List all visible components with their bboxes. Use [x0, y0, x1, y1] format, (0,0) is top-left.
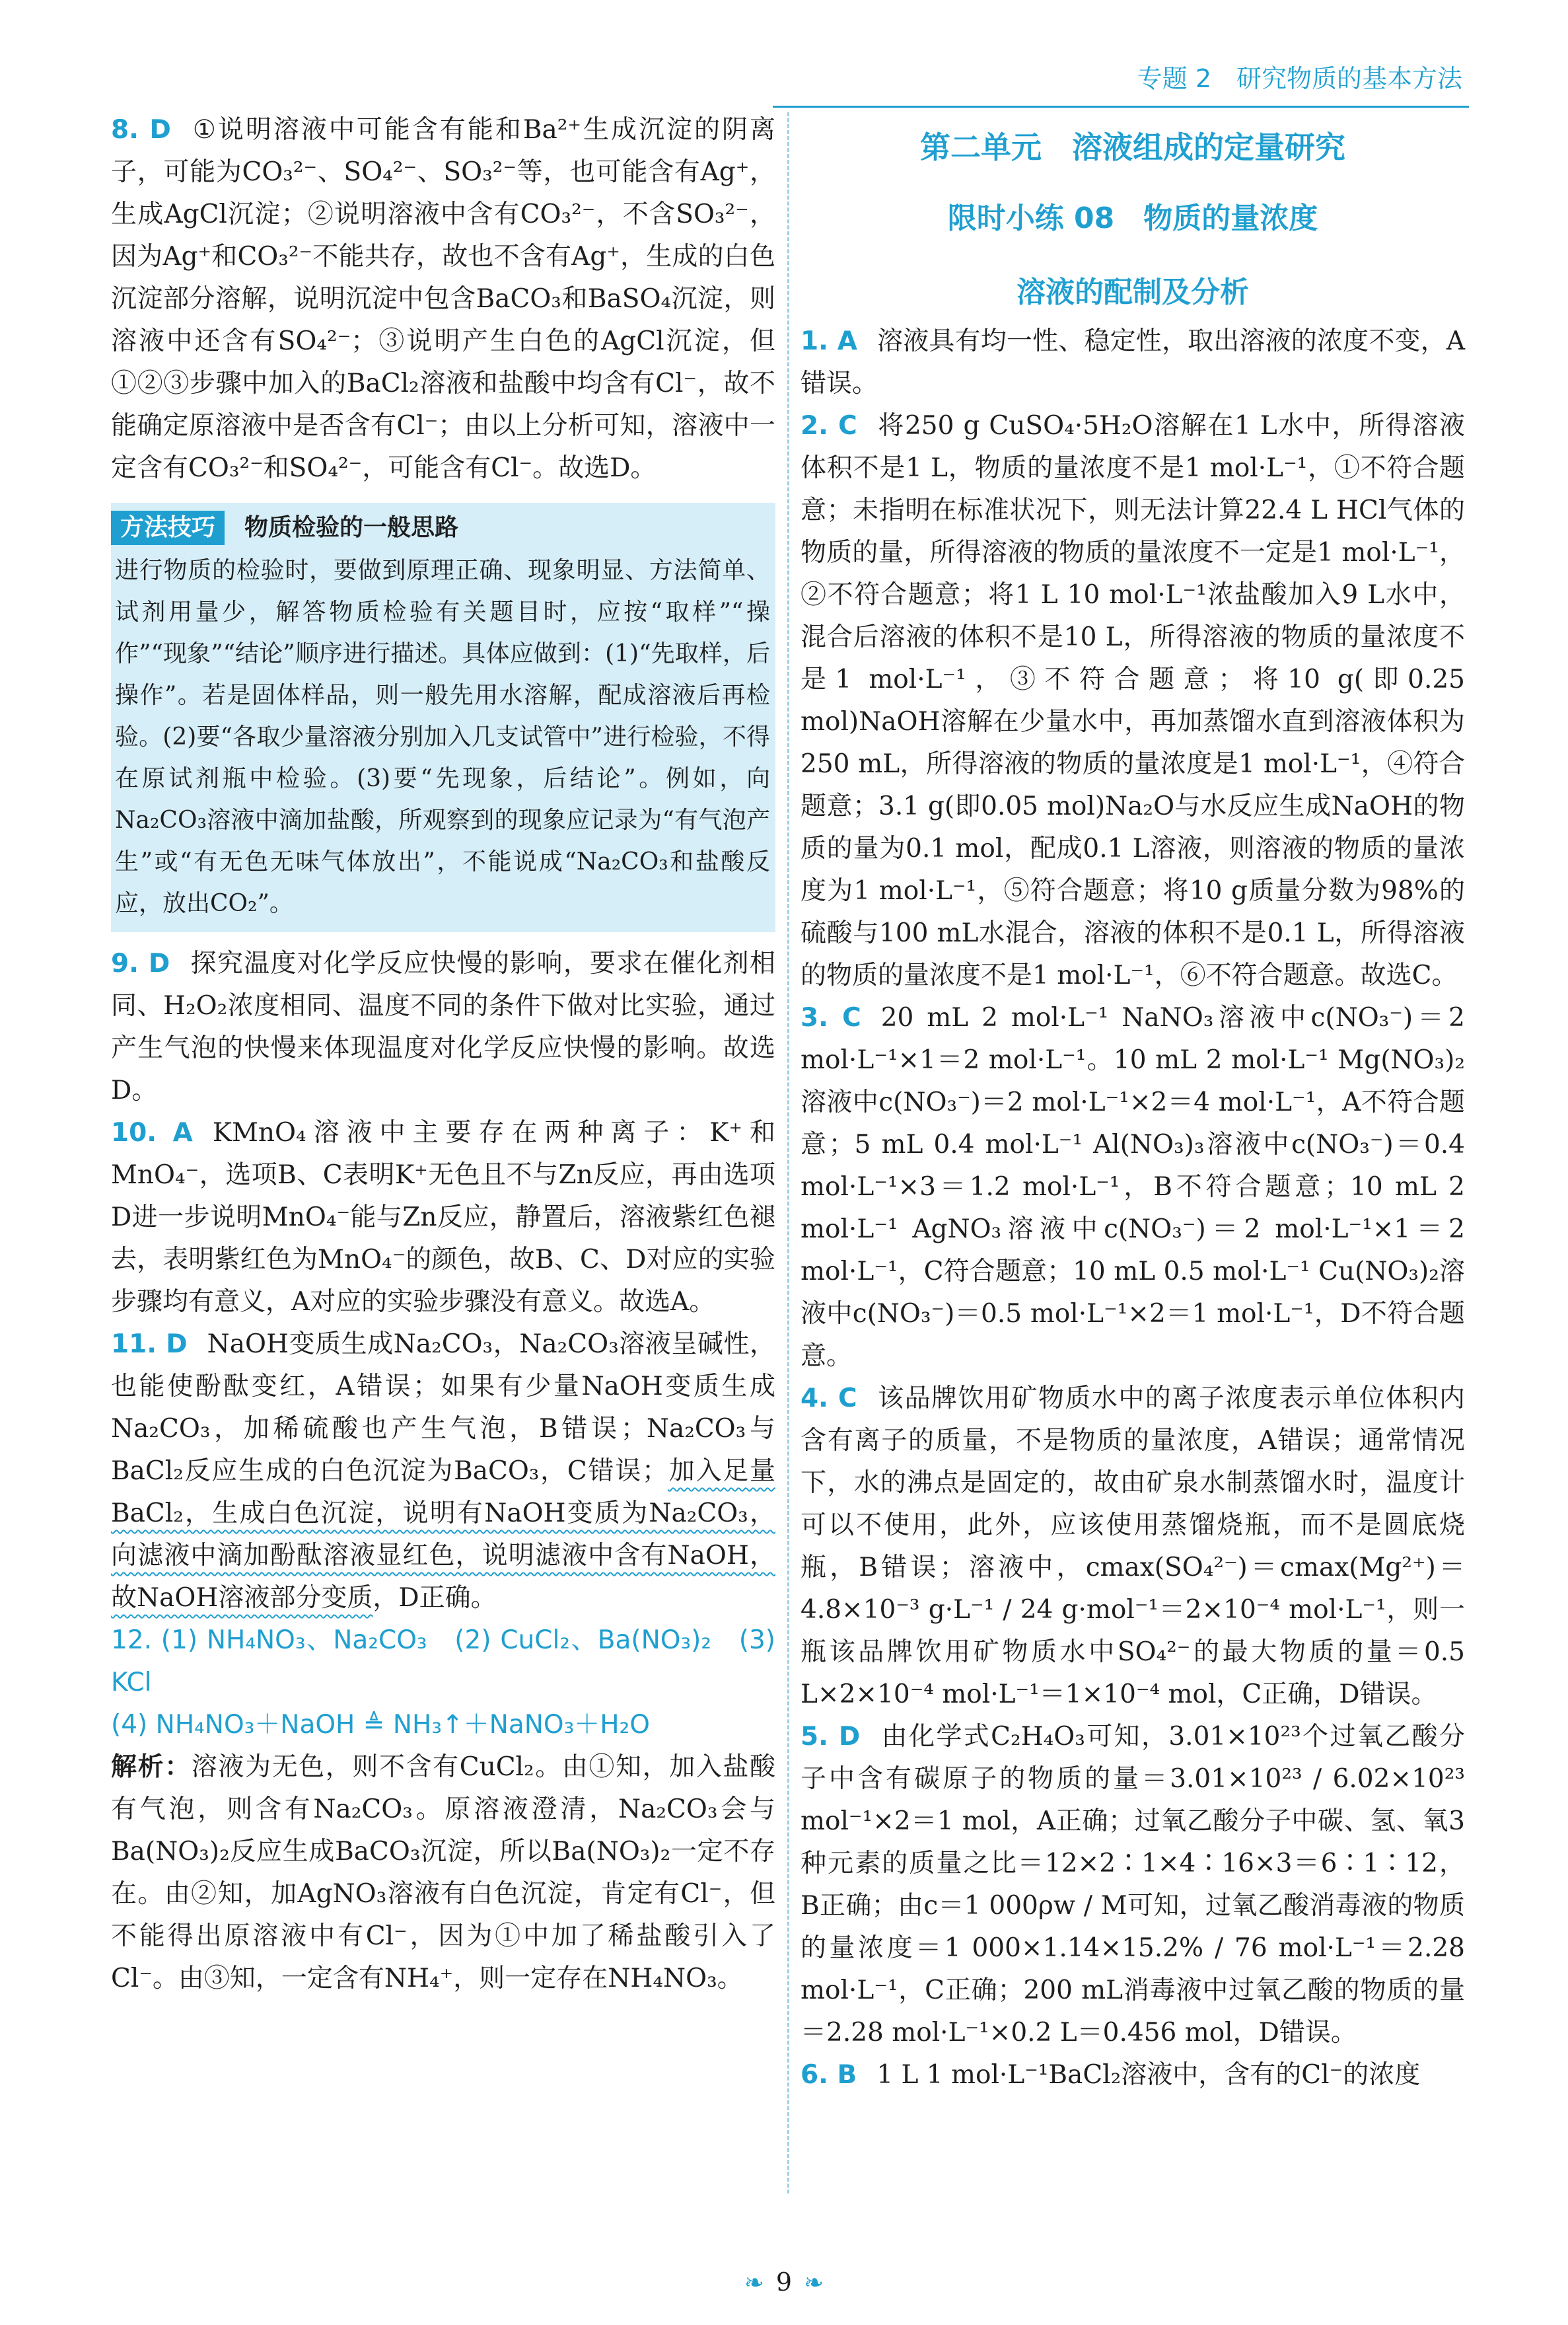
- q12-equation: (4) NH₄NO₃＋NaOH ≜ NH₃↑＋NaNO₃＋H₂O: [111, 1710, 650, 1740]
- q12-analysis-label: 解析：: [111, 1752, 192, 1782]
- q8-text: ①说明溶液中可能含有能和Ba²⁺生成沉淀的阴离子，可能为CO₃²⁻、SO₄²⁻、SO₃²⁻等，也可能含有Ag⁺，生成AgCl沉淀；②说明溶液中含有CO₃²⁻，不含SO₃²⁻，因为Ag⁺和CO₃²⁻不能共存，故也不含有Ag⁺，生成的白色沉淀部分溶解，说明沉淀中包含BaCO₃和BaSO₄沉淀，则溶液中还含有SO₄²⁻；③说明产生白色的AgCl沉淀，但①②③步骤中加入的BaCl₂溶液和盐酸中均含有Cl⁻，故不能确定原溶液中是否含有Cl⁻；由以上分析可知，溶液中一定含有CO₃²⁻和SO₄²⁻，可能含有Cl⁻。故选D。: [111, 115, 775, 483]
- r-q5-answer: [801, 1716, 1465, 2054]
- tips-tag: 方法技巧: [111, 511, 225, 545]
- r-q4-text: 该品牌饮用矿物质水中的离子浓度表示单位体积内含有离子的质量，不是物质的量浓度，A错误；通常情况下，水的沸点是固定的，故由矿泉水制蒸馏水时，温度计可以不使用，此外，应该使用蒸馏烧瓶，而不是圆底烧瓶，B错误；溶液中，cmax(SO₄²⁻)＝cmax(Mg²⁺)＝4.8×10⁻³ g·L⁻¹ / 24 g·mol⁻¹＝2×10⁻⁴ mol·L⁻¹，则一瓶该品牌饮用矿物质水中SO₄²⁻的最大物质的量＝0.5 L×2×10⁻⁴ mol·L⁻¹＝1×10⁻⁴ mol，C正确，D错误。: [801, 1384, 1465, 1709]
- method-tips-box: [111, 503, 775, 932]
- r-q1-text: 溶液具有均一性、稳定性，取出溶液的浓度不变，A错误。: [801, 326, 1465, 398]
- r-q4-number: 4. C: [801, 1384, 857, 1413]
- r-q6-number: 6. B: [801, 2060, 857, 2090]
- q11-answer: [111, 1323, 775, 1619]
- q11-number: 11. D: [111, 1329, 188, 1359]
- q8-answer: [111, 109, 775, 490]
- q12-answers: 12. (1) NH₄NO₃、Na₂CO₃ (2) CuCl₂、Ba(NO₃)₂ (3) KCl: [111, 1625, 775, 1697]
- q10-number: 10. A: [111, 1118, 193, 1148]
- page-footer: [0, 2268, 1568, 2297]
- q8-number: 8. D: [111, 115, 171, 145]
- column-divider: [787, 112, 789, 2194]
- tips-body: 进行物质的检验时，要做到原理正确、现象明显、方法简单、试剂用量少，解答物质检验有关题目时，应按“取样”“操作”“现象”“结论”顺序进行描述。具体应做到：(1)“先取样，后操作”。若是固体样品，则一般先用水溶解，配成溶液后再检验。(2)要“各取少量溶液分别加入几支试管中”进行检验，不得在原试剂瓶中检验。(3)要“先现象，后结论”。例如，向Na₂CO₃溶液中滴加盐酸，所观察到的现象应记录为“有气泡产生”或“有无色无味气体放出”，不能说成“Na₂CO₃和盐酸反应，放出CO₂”。: [115, 557, 770, 917]
- q11-text-emphasis: 加入足量BaCl₂，生成白色沉淀，说明有NaOH变质为Na₂CO₃，向滤液中滴加酚酞溶液显红色，说明滤液中含有NaOH，故NaOH溶液部分变质: [111, 1456, 775, 1613]
- page-number: 9: [775, 2268, 793, 2297]
- q11-text-a: NaOH变质生成Na₂CO₃，Na₂CO₃溶液呈碱性，也能使酚酞变红，A错误；如果有少量NaOH变质生成Na₂CO₃，加稀硫酸也产生气泡，B错误；Na₂CO₃与BaCl₂反应生成的白色沉淀为BaCO₃，C错误；: [111, 1329, 775, 1486]
- q12-analysis: [111, 1746, 775, 2000]
- r-q3-text: 20 mL 2 mol·L⁻¹ NaNO₃溶液中c(NO₃⁻)＝2 mol·L⁻¹×1＝2 mol·L⁻¹。10 mL 2 mol·L⁻¹ Mg(NO₃)₂溶液中c(NO₃⁻)＝2 mol·L⁻¹×2＝4 mol·L⁻¹，A不符合题意；5 mL 0.4 mol·L⁻¹ Al(NO₃)₃溶液中c(NO₃⁻)＝0.4 mol·L⁻¹×3＝1.2 mol·L⁻¹，B不符合题意；10 mL 2 mol·L⁻¹ AgNO₃溶液中c(NO₃⁻)＝2 mol·L⁻¹×1＝2 mol·L⁻¹，C符合题意；10 mL 0.5 mol·L⁻¹ Cu(NO₃)₂溶液中c(NO₃⁻)＝0.5 mol·L⁻¹×2＝1 mol·L⁻¹，D不符合题意。: [801, 1003, 1465, 1371]
- page-header: 专题 2 研究物质的基本方法: [1137, 64, 1462, 93]
- r-q5-text: 由化学式C₂H₄O₃可知，3.01×10²³个过氧乙酸分子中含有碳原子的物质的量＝3.01×10²³ / 6.02×10²³ mol⁻¹×2＝1 mol，A正确；过氧乙酸分子中碳、氢、氧3种元素的质量之比＝12×2∶1×4∶16×3＝6∶1∶12，B正确；由c＝1 000ρw / M可知，过氧乙酸消毒液的物质的量浓度＝1 000×1.14×15.2% / 76 mol·L⁻¹＝2.28 mol·L⁻¹，C正确；200 mL消毒液中过氧乙酸的物质的量＝2.28 mol·L⁻¹×0.2 L＝0.456 mol，D错误。: [801, 1722, 1465, 2048]
- r-q1-number: 1. A: [801, 326, 857, 356]
- q10-answer: [111, 1112, 775, 1323]
- q9-text: 探究温度对化学反应快慢的影响，要求在催化剂相同、H₂O₂浓度相同、温度不同的条件下做对比实验，通过产生气泡的快慢来体现温度对化学反应快慢的影响。故选D。: [111, 949, 775, 1105]
- r-q2-answer: [801, 405, 1465, 997]
- header-rule: [773, 106, 1469, 108]
- r-q4-answer: [801, 1378, 1465, 1716]
- practice-title: 限时小练 08 物质的量浓度: [947, 202, 1318, 235]
- r-q2-number: 2. C: [801, 411, 857, 441]
- tips-header: [111, 507, 770, 548]
- leaf-left-icon: ❧: [744, 2270, 764, 2297]
- r-q2-text: 将250 g CuSO₄·5H₂O溶解在1 L水中，所得溶液体积不是1 L，物质的量浓度不是1 mol·L⁻¹，①不符合题意；未指明在标准状况下，则无法计算22.4 L HCl气体的物质的量，所得溶液的物质的量浓度不一定是1 mol·L⁻¹，②不符合题意；将1 L 10 mol·L⁻¹浓盐酸加入9 L水中，混合后溶液的体积不是10 L，所得溶液的物质的量浓度不是1 mol·L⁻¹，③不符合题意；将10 g(即0.25 mol)NaOH溶解在少量水中，再加蒸馏水直到溶液体积为250 mL，所得溶液的物质的量浓度是1 mol·L⁻¹，④符合题意；3.1 g(即0.05 mol)Na₂O与水反应生成NaOH的物质的量为0.1 mol，配成0.1 L溶液，则溶液的物质的量浓度为1 mol·L⁻¹，⑤符合题意；将10 g质量分数为98%的硫酸与100 mL水混合，溶液的体积不是0.1 L，所得溶液的物质的量浓度不是1 mol·L⁻¹，⑥不符合题意。故选C。: [801, 411, 1465, 990]
- practice-subtitle: 溶液的配制及分析: [1016, 276, 1249, 309]
- r-q3-number: 3. C: [801, 1003, 861, 1033]
- r-q5-number: 5. D: [801, 1722, 861, 1752]
- leaf-right-icon: ❧: [804, 2270, 824, 2297]
- r-q6-answer: [801, 2054, 1465, 2096]
- left-column: [111, 109, 775, 2000]
- r-q3-answer: [801, 997, 1465, 1378]
- unit-title: 第二单元 溶液组成的定量研究: [920, 129, 1345, 165]
- tips-title: 物质检验的一般思路: [244, 514, 459, 541]
- q11-text-c: ，D正确。: [373, 1583, 497, 1613]
- q12-analysis-text: 溶液为无色，则不含有CuCl₂。由①知，加入盐酸有气泡，则含有Na₂CO₃。原溶液澄清，Na₂CO₃会与Ba(NO₃)₂反应生成BaCO₃沉淀，所以Ba(NO₃)₂一定不存在。由②知，加AgNO₃溶液有白色沉淀，肯定有Cl⁻，但不能得出原溶液中有Cl⁻，因为①中加了稀盐酸引入了Cl⁻。由③知，一定含有NH₄⁺，则一定存在NH₄NO₃。: [111, 1752, 775, 1993]
- r-q1-answer: [801, 320, 1465, 405]
- q10-text: KMnO₄溶液中主要存在两种离子：K⁺和MnO₄⁻，选项B、C表明K⁺无色且不与Zn反应，再由选项D进一步说明MnO₄⁻能与Zn反应，静置后，溶液紫红色褪去，表明紫红色为MnO₄⁻的颜色，故B、C、D对应的实验步骤均有意义，A对应的实验步骤没有意义。故选A。: [111, 1118, 775, 1317]
- q9-answer: [111, 943, 775, 1112]
- q9-number: 9. D: [111, 949, 170, 978]
- r-q6-text: 1 L 1 mol·L⁻¹BaCl₂溶液中，含有的Cl⁻的浓度: [876, 2060, 1421, 2090]
- right-column: [801, 109, 1465, 2096]
